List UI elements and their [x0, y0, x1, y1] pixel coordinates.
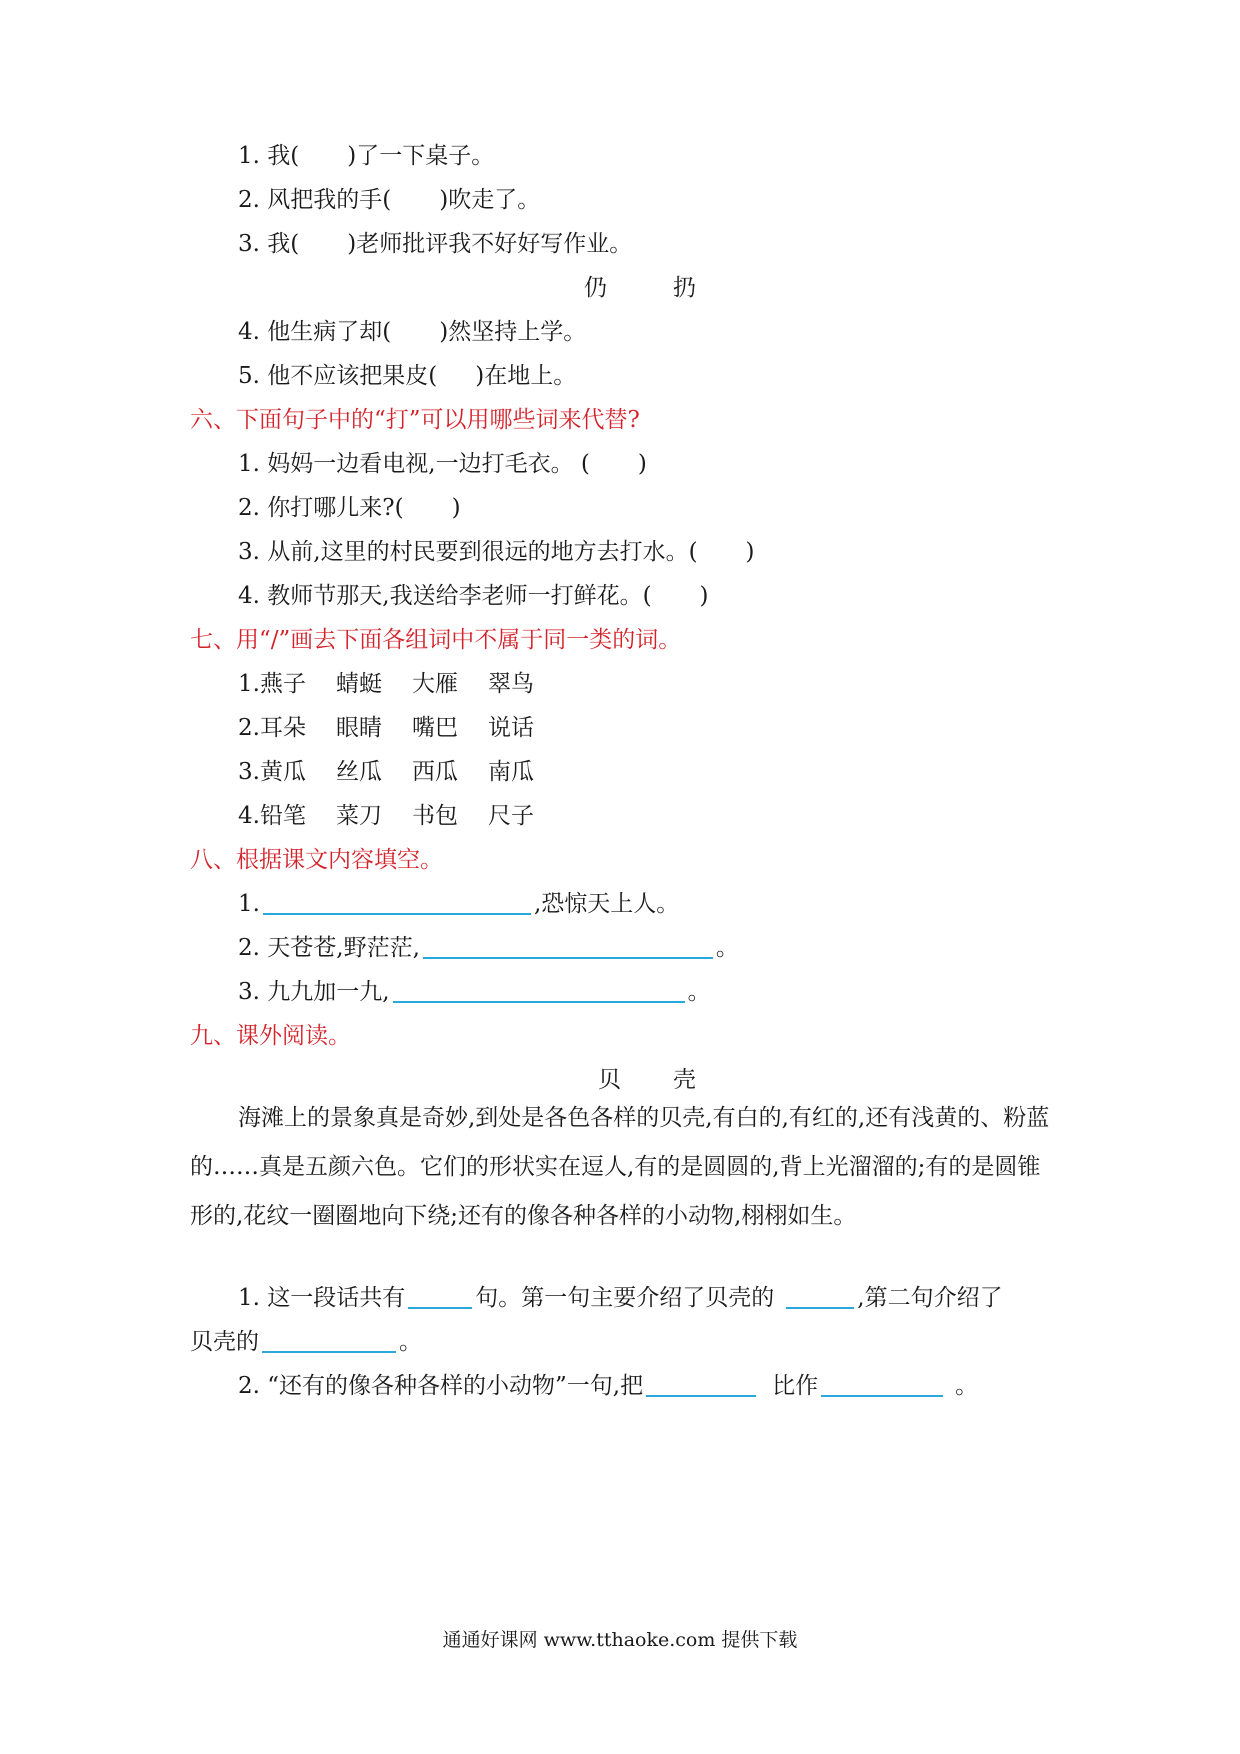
section-6-item-4: 4. 教师节那天,我送给李老师一打鲜花。( )	[238, 583, 709, 609]
answer-line[interactable]	[262, 1329, 396, 1353]
fill-item-2: 2. 风把我的手( )吹走了。	[238, 187, 541, 213]
word-group-2: 2.耳朵 眼睛 嘴巴 说话	[238, 715, 534, 741]
section-8-heading: 八、根据课文内容填空。	[190, 847, 443, 873]
footer-source: 通通好课网 www.tthaoke.com 提供下载	[442, 1629, 798, 1651]
poem-fill-1: 1. ,恐惊天上人。	[238, 891, 680, 917]
word-group-4: 4.铅笔 菜刀 书包 尺子	[238, 803, 534, 829]
word-group-3: 3.黄瓜 丝瓜 西瓜 南瓜	[238, 759, 534, 785]
section-7-heading: 七、用“/”画去下面各组词中不属于同一类的词。	[190, 627, 682, 653]
answer-line[interactable]	[393, 979, 685, 1003]
section-6-heading: 六、下面句子中的“打”可以用哪些词来代替?	[190, 407, 640, 433]
section-6-item-2: 2. 你打哪儿来?( )	[238, 495, 461, 521]
section-6-item-3: 3. 从前,这里的村民要到很远的地方去打水。( )	[238, 539, 755, 565]
fill-item-4: 4. 他生病了却( )然坚持上学。	[238, 319, 587, 345]
answer-line[interactable]	[263, 891, 531, 915]
char-pair: 仍 扔	[584, 275, 696, 301]
answer-line[interactable]	[821, 1373, 943, 1397]
reading-question-1-cont: 贝壳的 。	[190, 1329, 422, 1355]
reading-passage: 海滩上的景象真是奇妙,到处是各色各样的贝壳,有白的,有红的,还有浅黄的、粉蓝的……真是五颜六色。它们的形状实在逗人,有的是圆圆的,背上光溜溜的;有的是圆锥形的,花纹一圈圈地向下绕;还有的像各种各样的小动物,栩栩如生。	[190, 1105, 1050, 1229]
reading-question-1: 1. 这一段话共有 句。第一句主要介绍了贝壳的 ,第二句介绍了	[238, 1285, 1003, 1311]
passage-title: 贝 壳	[598, 1067, 696, 1093]
reading-question-2: 2. “还有的像各种各样的小动物”一句,把 比作 。	[238, 1373, 979, 1399]
fill-item-1: 1. 我( )了一下桌子。	[238, 143, 495, 169]
section-9-heading: 九、课外阅读。	[190, 1023, 351, 1049]
answer-line[interactable]	[786, 1285, 854, 1309]
answer-line[interactable]	[423, 935, 713, 959]
fill-item-3: 3. 我( )老师批评我不好好写作业。	[238, 231, 633, 257]
poem-fill-3: 3. 九九加一九, 。	[238, 979, 711, 1005]
fill-item-5: 5. 他不应该把果皮( )在地上。	[238, 363, 577, 389]
answer-line[interactable]	[646, 1373, 756, 1397]
word-group-1: 1.燕子 蜻蜓 大雁 翠鸟	[238, 671, 534, 697]
poem-fill-2: 2. 天苍苍,野茫茫, 。	[238, 935, 739, 961]
answer-line[interactable]	[408, 1285, 472, 1309]
section-6-item-1: 1. 妈妈一边看电视,一边打毛衣。 ( )	[238, 451, 647, 477]
